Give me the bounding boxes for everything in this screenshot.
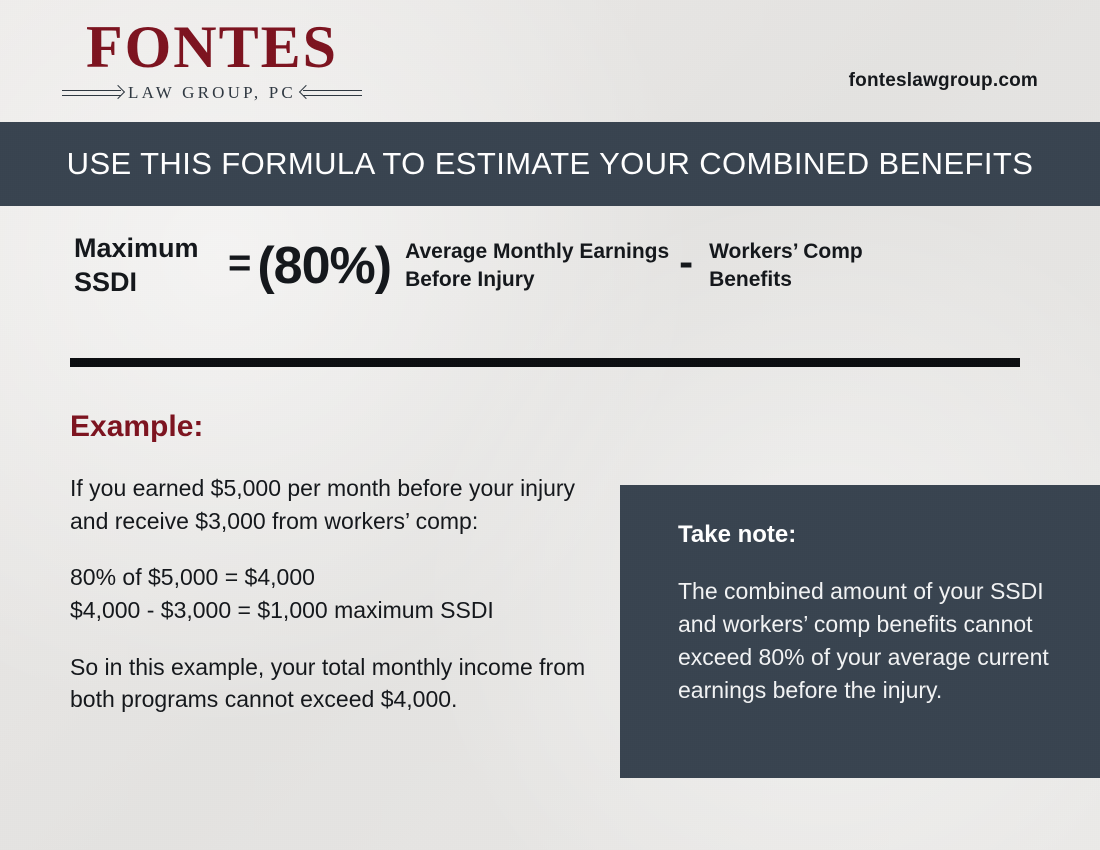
logo-rule-left-icon: [62, 90, 121, 96]
example-calc-line-1: 80% of $5,000 = $4,000: [70, 564, 315, 591]
example-paragraph-1: If you earned $5,000 per month before your injury and receive $3,000 from workers’ comp:: [70, 475, 576, 534]
formula-workers-comp: Workers’ Comp Benefits: [709, 240, 863, 291]
logo-rule-right-icon: [303, 90, 362, 96]
formula-average-earnings: Average Monthly Earnings Before Injury: [405, 240, 670, 291]
formula-maximum-ssdi: Maximum SSDI: [74, 233, 199, 297]
example-heading: Example:: [70, 410, 204, 443]
take-note-heading: Take note:: [678, 521, 797, 548]
brand-logo: [62, 16, 362, 103]
example-section: [70, 410, 615, 716]
website-url[interactable]: fonteslawgroup.com: [848, 70, 1038, 91]
example-paragraph-2: So in this example, your total monthly income from both programs cannot exceed $4,000.: [70, 653, 586, 713]
title-banner-text: USE THIS FORMULA TO ESTIMATE YOUR COMBINED BENEFITS: [66, 146, 1034, 181]
title-banner: [0, 122, 1100, 206]
formula-equals-sign: =: [228, 241, 252, 286]
take-note-card: [620, 485, 1100, 778]
brand-name: FONTES: [85, 14, 339, 80]
brand-subtitle: LAW GROUP, PC: [128, 83, 296, 102]
formula-minus-sign: -: [679, 238, 694, 286]
example-calc-line-2: $4,000 - $3,000 = $1,000 maximum SSDI: [70, 596, 494, 623]
section-divider: [70, 358, 1020, 367]
logo-ornament: [62, 83, 362, 103]
formula-row: [74, 232, 1040, 300]
formula-percent: (80%): [257, 236, 392, 295]
example-calculation: [70, 561, 615, 626]
take-note-body: The combined amount of your SSDI and workers’ comp benefits cannot exceed 80% of your average current earnings before the injury.: [678, 578, 1049, 703]
header: [0, 0, 1100, 122]
